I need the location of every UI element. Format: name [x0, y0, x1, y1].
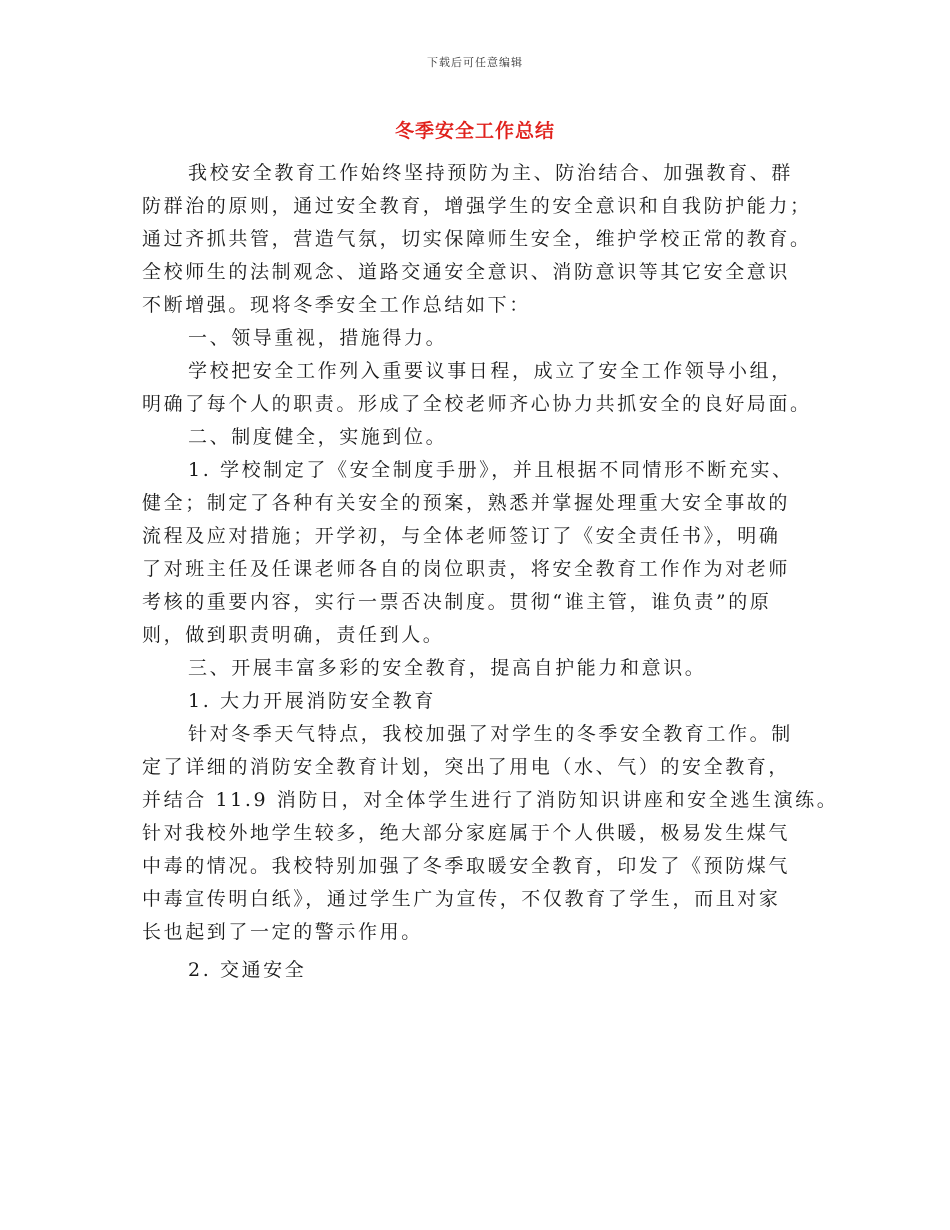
paragraph-line: 明确了每个人的职责。形成了全校老师齐心协力共抓安全的良好局面。	[142, 393, 812, 415]
document-title: 冬季安全工作总结	[394, 120, 555, 142]
section-heading: 二、制度健全，实施到位。	[188, 426, 448, 448]
paragraph-line: 通过齐抓共管，营造气氛，切实保障师生安全，维护学校正常的教育。	[142, 228, 812, 250]
section-heading: 一、领导重视，措施得力。	[188, 327, 448, 349]
paragraph-line: 我校安全教育工作始终坚持预防为主、防治结合、加强教育、群	[188, 162, 793, 184]
document-body	[142, 157, 839, 987]
subsection-heading: 1. 大力开展消防安全教育	[188, 690, 436, 712]
paragraph-line: 学校把安全工作列入重要议事日程，成立了安全工作领导小组，	[188, 360, 793, 382]
paragraph-line: 健全；制定了各种有关安全的预案，熟悉并掌握处理重大安全事故的	[142, 492, 791, 514]
page-header-note: 下载后可任意编辑	[427, 56, 523, 69]
paragraph-line: 定了详细的消防安全教育计划，突出了用电（水、气）的安全教育，	[142, 756, 791, 778]
paragraph-line: 并结合 11.9 消防日，对全体学生进行了消防知识讲座和安全逃生演练。	[142, 789, 839, 811]
paragraph-line: 中毒宣传明白纸》，通过学生广为宣传，不仅教育了学生，而且对家	[142, 888, 781, 910]
paragraph-line: 全校师生的法制观念、道路交通安全意识、消防意识等其它安全意识	[142, 261, 791, 283]
paragraph-line: 针对冬季天气特点，我校加强了对学生的冬季安全教育工作。制	[188, 723, 793, 745]
paragraph-line: 中毒的情况。我校特别加强了冬季取暖安全教育，印发了《预防煤气	[142, 855, 791, 877]
paragraph-line: 了对班主任及任课老师各自的岗位职责，将安全教育工作作为对老师	[142, 558, 791, 580]
paragraph-line: 1. 学校制定了《安全制度手册》，并且根据不同情形不断充实、	[188, 459, 794, 481]
subsection-heading: 2. 交通安全	[188, 959, 307, 981]
paragraph-line: 流程及应对措施；开学初，与全体老师签订了《安全责任书》，明确	[142, 525, 781, 547]
paragraph-line: 长也起到了一定的警示作用。	[142, 921, 423, 943]
paragraph-line: 不断增强。现将冬季安全工作总结如下：	[142, 294, 531, 316]
section-heading: 三、开展丰富多彩的安全教育，提高自护能力和意识。	[188, 657, 707, 679]
paragraph-line: 则，做到职责明确，责任到人。	[142, 624, 445, 646]
paragraph-line: 防群治的原则，通过安全教育，增强学生的安全意识和自我防护能力；	[142, 195, 812, 217]
paragraph-line: 考核的重要内容，实行一票否决制度。贯彻“谁主管，谁负责”的原	[142, 591, 772, 613]
paragraph-line: 针对我校外地学生较多，绝大部分家庭属于个人供暖，极易发生煤气	[142, 822, 791, 844]
